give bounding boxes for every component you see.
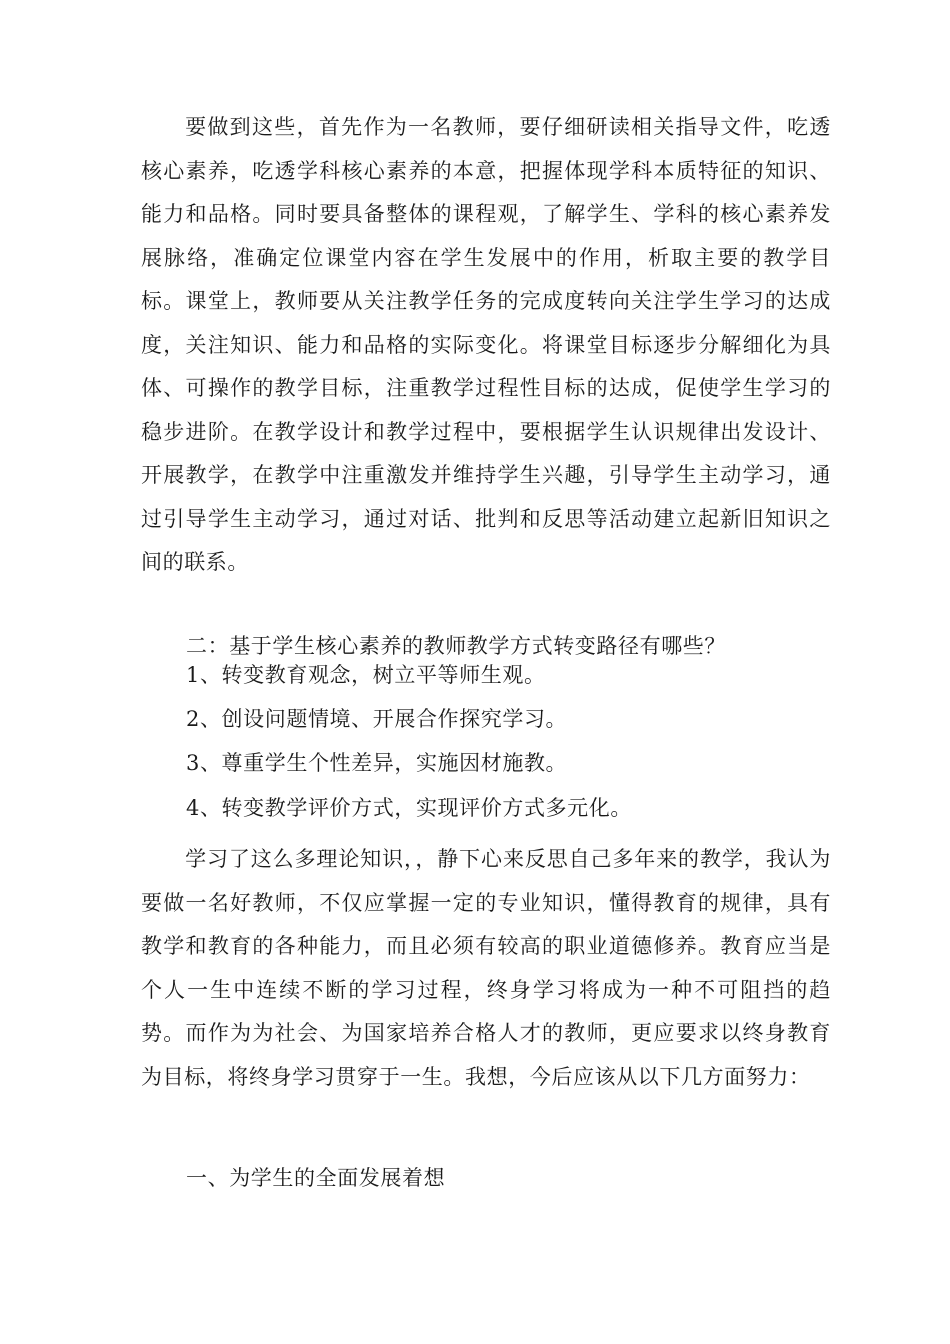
body-paragraph-1: 要做到这些，首先作为一名教师，要仔细研读相关指导文件，吃透核心素养，吃透学科核心素养的本意，把握体现学科本质特征的知识、能力和品格。同时要具备整体的课程观，了解学生、学科的核心素养发展脉络，准确定位课堂内容在学生发展中的作用，析取主要的教学目标。课堂上，教师要从关注教学任务的完成度转向关注学生学习的达成度，关注知识、能力和品格的实际变化。将课堂目标逐步分解细化为具体、可操作的教学目标，注重教学过程性目标的达成，促使学生学习的稳步进阶。在教学设计和教学过程中，要根据学生认识规律出发设计、开展教学，在教学中注重激发并维持学生兴趣，引导学生主动学习，通过引导学生主动学习，通过对话、批判和反思等活动建立起新旧知识之间的联系。 bbox=[141, 115, 831, 574]
list-item: 1、转变教育观念，树立平等师生观。 bbox=[186, 663, 546, 687]
list-item: 3、尊重学生个性差异，实施因材施教。 bbox=[186, 751, 568, 775]
section-heading-3: 一、为学生的全面发展着想 bbox=[186, 1166, 446, 1190]
section-heading-2: 二：基于学生核心素养的教师教学方式转变路径有哪些？ bbox=[186, 634, 726, 658]
list-item: 4、转变教学评价方式，实现评价方式多元化。 bbox=[186, 796, 632, 820]
body-paragraph-2: 学习了这么多理论知识，，静下心来反思自己多年来的教学，我认为要做一名好教师，不仅应掌握一定的专业知识，懂得教育的规律，具有教学和教育的各种能力，而且必须有较高的职业道德修养。教育应当是个人一生中连续不断的学习过程，终身学习将成为一种不可阻挡的趋势。而作为为社会、为国家培养合格人才的教师，更应要求以终身教育为目标，将终身学习贯穿于一生。我想，今后应该从以下几方面努力： bbox=[141, 847, 831, 1089]
list-item: 2、创设问题情境、开展合作探究学习。 bbox=[186, 707, 568, 731]
